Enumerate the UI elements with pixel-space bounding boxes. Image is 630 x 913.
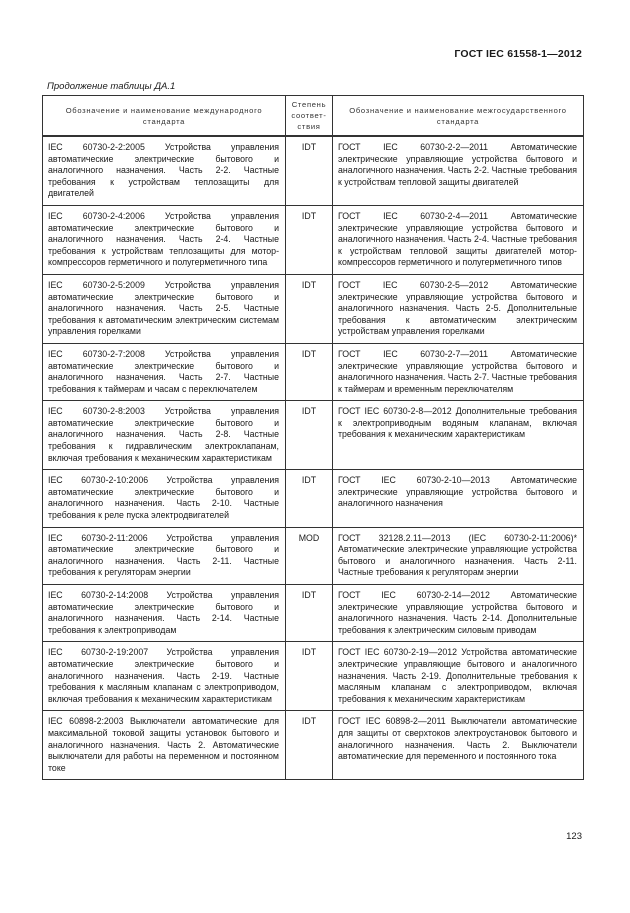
- document-standard-header: ГОСТ IEC 61558-1—2012: [454, 48, 582, 60]
- table-row: [43, 527, 584, 584]
- interstate-standard-cell: ГОСТ IEC 60730-2-7—2011 Автоматические электрические управляющие устройства бытового и аналогичного назначения. Часть 2-7. Частные требования к таймерам и временным переключателям: [333, 343, 584, 400]
- international-standard-cell: IEC 60730-2-8:2003 Устройства управления автоматические электрические бытового и аналогичного назначения. Часть 2-8. Частные требования к гидравлическим электроклапанам, включая требования к механическим характеристикам: [43, 401, 286, 470]
- table-row: [43, 343, 584, 400]
- interstate-standard-cell: ГОСТ IEC 60730-2-19—2012 Устройства автоматические электрические управляющие бытового и аналогичного назначения. Часть 2-19. Дополнительные требования к масляным клапанам с электроприводом, включая требования к механическим характеристикам: [333, 642, 584, 711]
- international-standard-cell: IEC 60730-2-19:2007 Устройства управления автоматические электрические бытового и аналогичного назначения. Часть 2-19. Частные требования к масляным клапанам с электроприводом, включая требования к механическим характеристикам: [43, 642, 286, 711]
- interstate-standard-cell: ГОСТ IEC 60898-2—2011 Выключатели автоматические для защиты от сверхтоков электроустановок бытового и аналогичного назначения. Часть 2. Выключатели автоматические для переменного и постоянного тока: [333, 711, 584, 780]
- international-standard-cell: IEC 60898-2:2003 Выключатели автоматические для максимальной токовой защиты установок бытового и аналогичного назначения. Часть 2. Автоматические выключатели для работы на переменном и постоянном токе: [43, 711, 286, 780]
- degree-cell: IDT: [286, 136, 333, 205]
- interstate-standard-cell: ГОСТ IEC 60730-2-2—2011 Автоматические электрические управляющие устройства бытового и аналогичного назначения. Часть 2-2. Частные требования к устройствам тепловой защиты двигателей: [333, 136, 584, 205]
- degree-cell: IDT: [286, 343, 333, 400]
- international-standard-cell: IEC 60730-2-2:2005 Устройства управления автоматические электрические бытового и аналогичного назначения. Часть 2-2. Частные требования к устройствам теплозащиты для двигателей: [43, 136, 286, 205]
- interstate-standard-cell: ГОСТ IEC 60730-2-14—2012 Автоматические электрические управляющие устройства бытового и аналогичного назначения. Часть 2-14. Дополнительные требования к электрическим силовым приводам: [333, 585, 584, 642]
- interstate-standard-cell: ГОСТ IEC 60730-2-8—2012 Дополнительные требования к электроприводным водяным клапанам, включая требования к механическим характеристикам: [333, 401, 584, 470]
- table-row: [43, 205, 584, 274]
- table-row: [43, 470, 584, 527]
- international-standard-cell: IEC 60730-2-7:2008 Устройства управления автоматические электрические бытового и аналогичного назначения. Часть 2-7. Частные требования к таймерам и часам с переключателем: [43, 343, 286, 400]
- table-row: [43, 274, 584, 343]
- degree-cell: IDT: [286, 401, 333, 470]
- column-header-interstate: Обозначение и наименование межгосударственного стандарта: [333, 96, 584, 137]
- interstate-standard-cell: ГОСТ IEC 60730-2-4—2011 Автоматические электрические управляющие устройства бытового и аналогичного назначения. Часть 2-4. Частные требования к устройствам тепловой защиты двигателей мотор-компрессоров герметичного и полугерметичного типов: [333, 205, 584, 274]
- international-standard-cell: IEC 60730-2-14:2008 Устройства управления автоматические электрические бытового и аналогичного назначения. Часть 2-14. Частные требования к электроприводам: [43, 585, 286, 642]
- correspondence-table: [42, 95, 584, 780]
- international-standard-cell: IEC 60730-2-11:2006 Устройства управления автоматические электрические бытового и аналогичного назначения. Часть 2-11. Частные требования к регуляторам энергии: [43, 527, 286, 584]
- interstate-standard-cell: ГОСТ 32128.2.11—2013 (IEC 60730-2-11:2006)* Автоматические электрические управляющие устройства бытового и аналогичного назначения. Часть 2-11. Частные требования к регуляторам энергии: [333, 527, 584, 584]
- international-standard-cell: IEC 60730-2-4:2006 Устройства управления автоматические электрические бытового и аналогичного назначения. Часть 2-4. Частные требования к устройствам теплозащиты для мотор-компрессоров герметичного и полугерметичного типа: [43, 205, 286, 274]
- table-row: [43, 711, 584, 780]
- degree-cell: IDT: [286, 470, 333, 527]
- table-row: [43, 642, 584, 711]
- interstate-standard-cell: ГОСТ IEC 60730-2-10—2013 Автоматические электрические управляющие устройства бытового и аналогичного назначения: [333, 470, 584, 527]
- column-header-degree: Степень соответ- ствия: [286, 96, 333, 137]
- degree-cell: IDT: [286, 642, 333, 711]
- table-row: [43, 136, 584, 205]
- degree-cell: IDT: [286, 585, 333, 642]
- international-standard-cell: IEC 60730-2-5:2009 Устройства управления автоматические электрические бытового и аналогичного назначения. Часть 2-5. Частные требования к автоматическим электрическим системам управления горелками: [43, 274, 286, 343]
- international-standard-cell: IEC 60730-2-10:2006 Устройства управления автоматические электрические бытового и аналогичного назначения. Часть 2-10. Частные требования к реле пуска электродвигателей: [43, 470, 286, 527]
- degree-cell: IDT: [286, 274, 333, 343]
- column-header-international: Обозначение и наименование международного стандарта: [43, 96, 286, 137]
- degree-cell: MOD: [286, 527, 333, 584]
- table-row: [43, 585, 584, 642]
- table-row: [43, 401, 584, 470]
- table-header-row: [43, 96, 584, 137]
- table-continuation-label: Продолжение таблицы ДА.1: [47, 81, 176, 92]
- interstate-standard-cell: ГОСТ IEC 60730-2-5—2012 Автоматические электрические управляющие устройства бытового и аналогичного назначения. Часть 2-5. Дополнительные требования к автоматическим электрическим устройствам управления горелками: [333, 274, 584, 343]
- degree-cell: IDT: [286, 711, 333, 780]
- page-number: 123: [566, 831, 582, 842]
- degree-cell: IDT: [286, 205, 333, 274]
